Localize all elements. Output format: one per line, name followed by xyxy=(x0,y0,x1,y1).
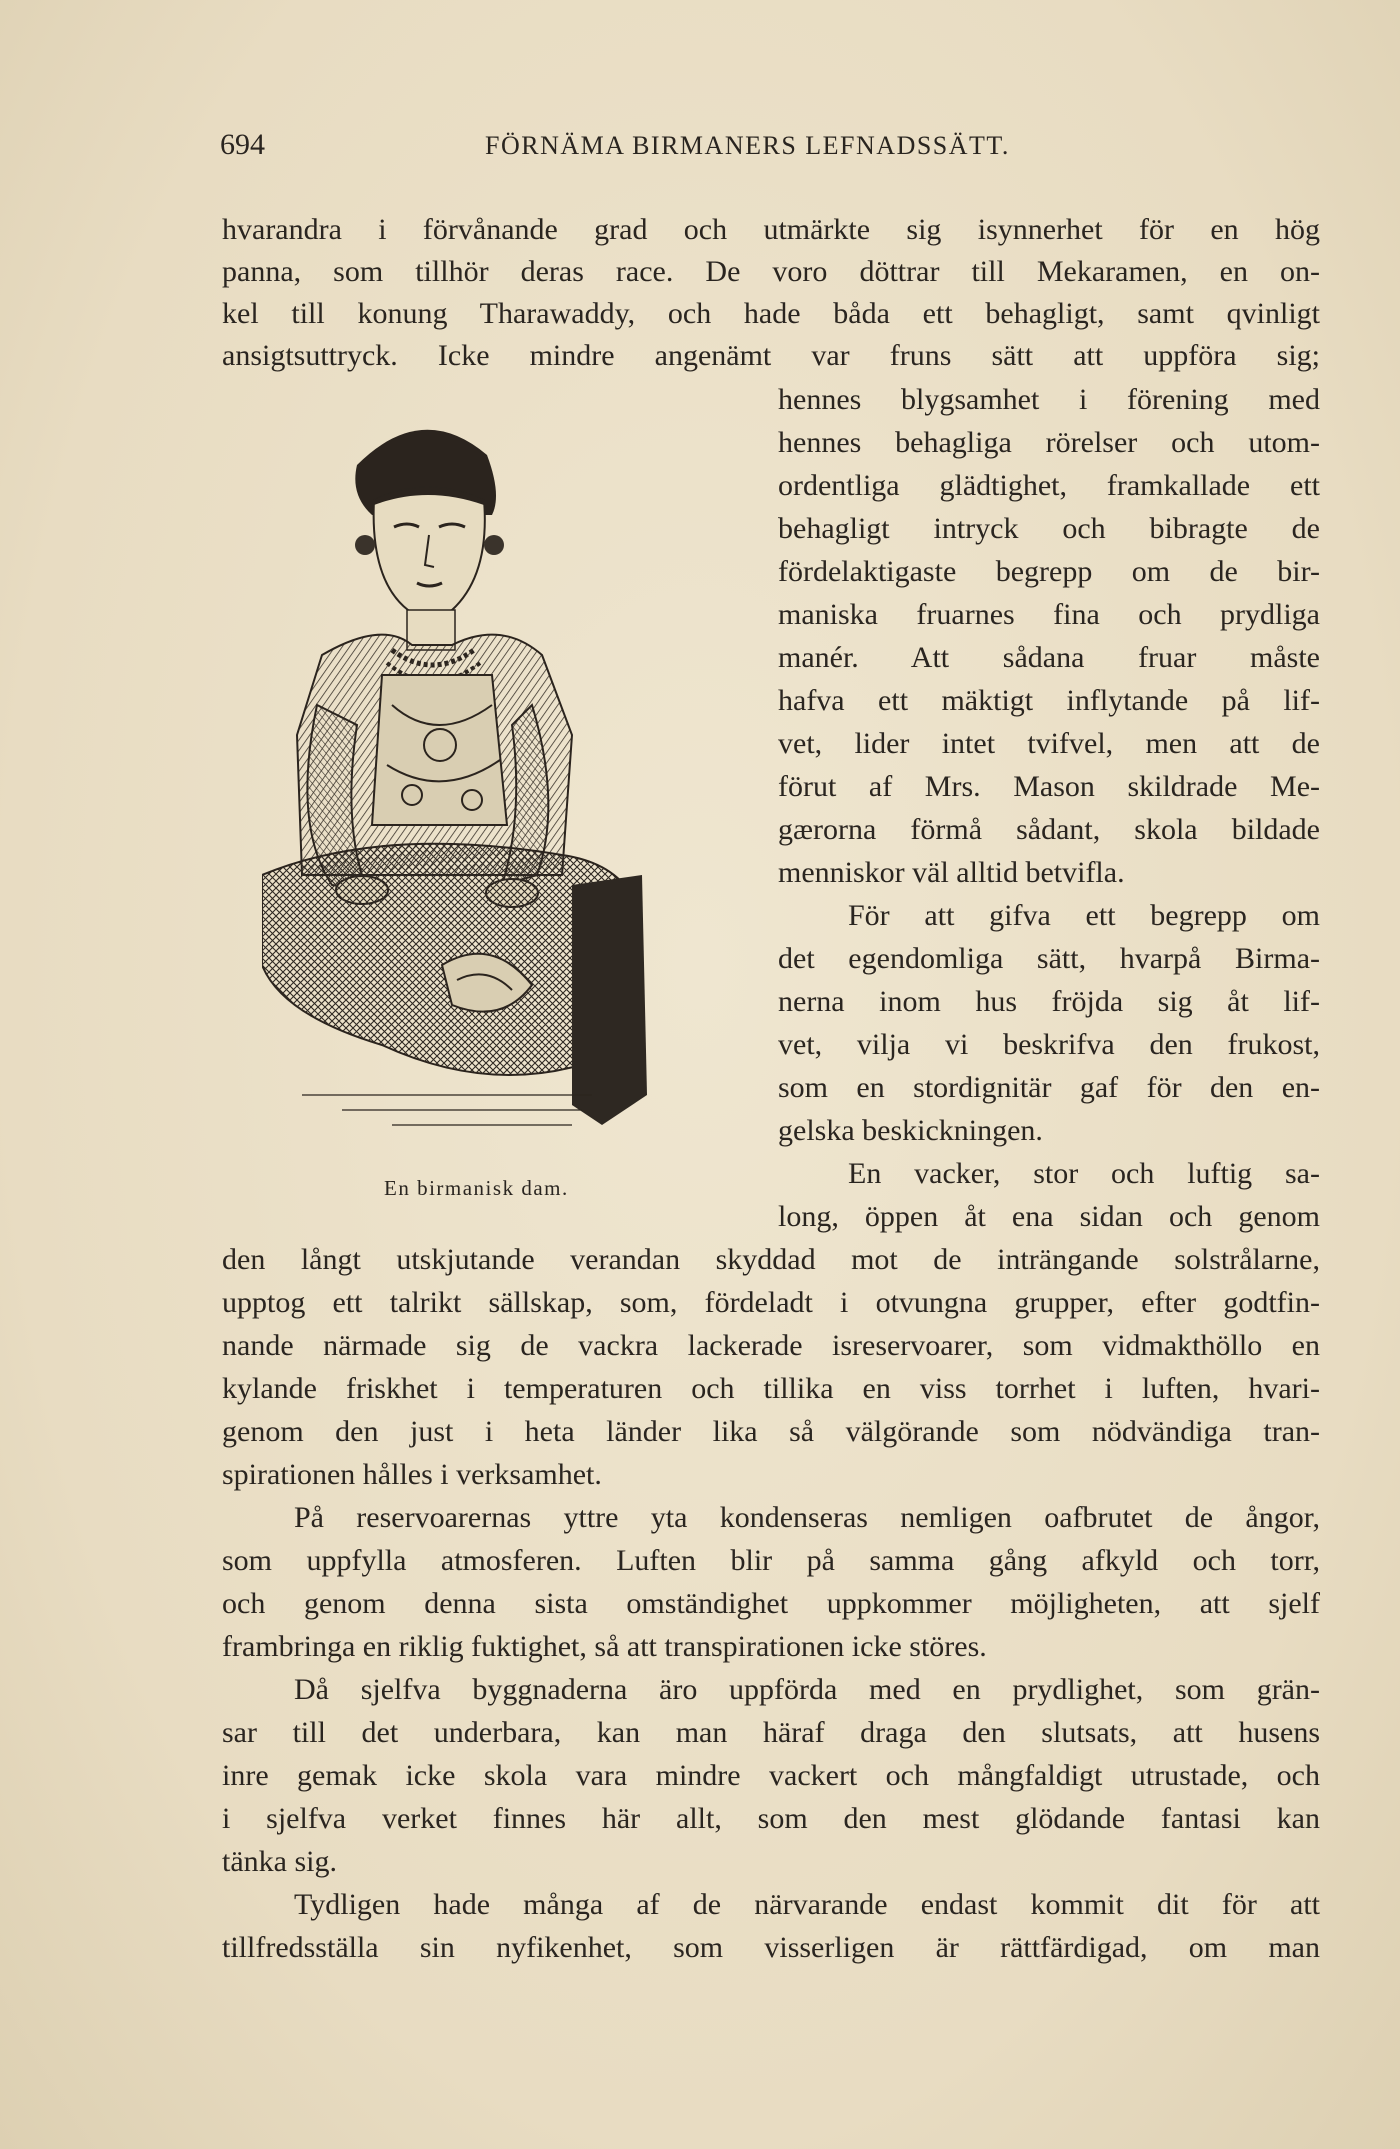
text-line: tänka sig. xyxy=(222,1845,337,1878)
text-line: nerna inom hus fröjda sig åt lif- xyxy=(778,985,1320,1018)
text-line: upptog ett talrikt sällskap, som, fördeladt i otvungna grupper, efter godtfin- xyxy=(222,1286,1320,1319)
text-line: Då sjelfva byggnaderna äro uppförda med en prydlighet, som grän- xyxy=(294,1673,1320,1706)
text-line: det egendomliga sätt, hvarpå Birma- xyxy=(778,942,1320,975)
page-header xyxy=(220,128,1320,168)
text-line: fördelaktigaste begrepp om de bir- xyxy=(778,555,1320,588)
text-line: den långt utskjutande verandan skyddad mot de inträngande solstrålarne, xyxy=(222,1243,1320,1276)
text-line: long, öppen åt ena sidan och genom xyxy=(778,1200,1320,1233)
text-line: hennes blygsamhet i förening med xyxy=(778,383,1320,416)
running-head: FÖRNÄMA BIRMANERS LEFNADSSÄTT. xyxy=(485,131,1010,160)
text-line: maniska fruarnes fina och prydliga xyxy=(778,598,1320,631)
text-line: vet, lider intet tvifvel, men att de xyxy=(778,727,1320,760)
text-line: Tydligen hade många af de närvarande endast kommit dit för att xyxy=(294,1888,1320,1921)
text-line: förut af Mrs. Mason skildrade Me- xyxy=(778,770,1320,803)
text-line: vet, vilja vi beskrifva den frukost, xyxy=(778,1028,1320,1061)
text-line: hvarandra i förvånande grad och utmärkte sig isynnerhet för en hög xyxy=(222,213,1320,246)
engraving-illustration xyxy=(262,405,762,1165)
text-line: sar till det underbara, kan man häraf draga den slutsats, att husens xyxy=(222,1716,1320,1749)
text-line: menniskor väl alltid betvifla. xyxy=(778,856,1125,889)
text-line: manér. Att sådana fruar måste xyxy=(778,641,1320,674)
text-line: som en stordignitär gaf för den en- xyxy=(778,1071,1320,1104)
text-line: inre gemak icke skola vara mindre vackert och mångfaldigt utrustade, och xyxy=(222,1759,1320,1792)
text-line: En vacker, stor och luftig sa- xyxy=(848,1157,1320,1190)
text-line: kel till konung Tharawaddy, och hade båda ett behagligt, samt qvinligt xyxy=(222,297,1320,330)
figure-caption: En birmanisk dam. xyxy=(384,1176,569,1200)
text-line: gærorna förmå sådant, skola bildade xyxy=(778,813,1320,846)
text-line: gelska beskickningen. xyxy=(778,1114,1043,1147)
text-line: hafva ett mäktigt inflytande på lif- xyxy=(778,684,1320,717)
text-line: För att gifva ett begrepp om xyxy=(848,899,1320,932)
text-line: nande närmade sig de vackra lackerade isreservoarer, som vidmakthöllo en xyxy=(222,1329,1320,1362)
text-line: genom den just i heta länder lika så välgörande som nödvändiga tran- xyxy=(222,1415,1320,1448)
text-line: frambringa en riklig fuktighet, så att transpirationen icke störes. xyxy=(222,1630,987,1663)
text-line: panna, som tillhör deras race. De voro döttrar till Mekaramen, en on- xyxy=(222,255,1320,288)
text-line: och genom denna sista omständighet uppkommer möjligheten, att sjelf xyxy=(222,1587,1320,1620)
text-line: ansigtsuttryck. Icke mindre angenämt var fruns sätt att uppföra sig; xyxy=(222,339,1320,372)
text-line: På reservoarernas yttre yta kondenseras nemligen oafbrutet de ångor, xyxy=(294,1501,1320,1534)
text-line: behagligt intryck och bibragte de xyxy=(778,512,1320,545)
text-line: som uppfylla atmosferen. Luften blir på samma gång afkyld och torr, xyxy=(222,1544,1320,1577)
text-line: kylande friskhet i temperaturen och tillika en viss torrhet i luften, hvari- xyxy=(222,1372,1320,1405)
text-line: hennes behagliga rörelser och utom- xyxy=(778,426,1320,459)
text-line: ordentliga glädtighet, framkallade ett xyxy=(778,469,1320,502)
text-line: i sjelfva verket finnes här allt, som den mest glödande fantasi kan xyxy=(222,1802,1320,1835)
page-number: 694 xyxy=(220,128,265,161)
text-line: tillfredsställa sin nyfikenhet, som visserligen är rättfärdigad, om man xyxy=(222,1931,1320,1964)
text-line: spirationen hålles i verksamhet. xyxy=(222,1458,602,1491)
